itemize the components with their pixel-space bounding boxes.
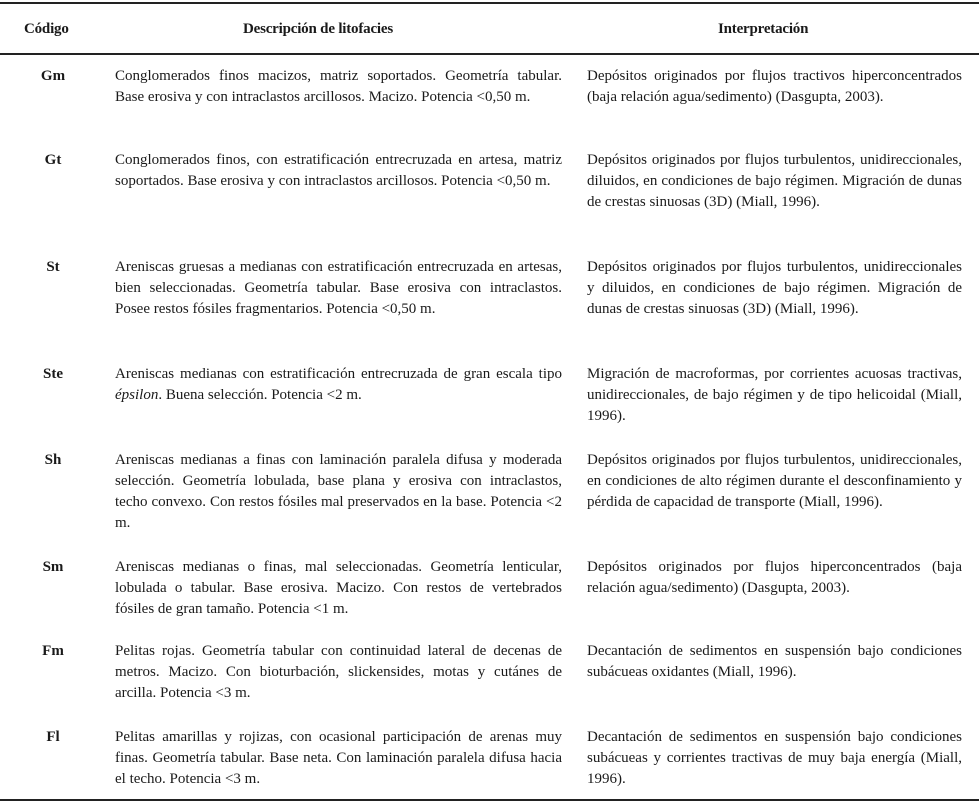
header-code: Código	[24, 21, 69, 37]
header-interpretation: Interpretación	[718, 21, 809, 37]
row-interpretation: Depósitos originados por flujos tractivos hiperconcentrados (baja relación agua/sedimento) (Dasgupta, 2003).	[587, 68, 962, 105]
row-code: Fm	[42, 643, 64, 659]
header-bottom-rule	[0, 53, 979, 55]
row-interpretation: Migración de macroformas, por corrientes acuosas tractivas, unidireccionales, de bajo régimen y de tipo helicoidal (Miall, 1996).	[587, 366, 962, 424]
description-text: Areniscas medianas con estratificación entrecruzada de gran escala tipo	[115, 366, 562, 382]
row-code: Gm	[40, 68, 66, 84]
table-bottom-rule	[0, 799, 979, 801]
row-description: Pelitas rojas. Geometría tabular con continuidad lateral de decenas de metros. Macizo. Con bioturbación, slickensides, motas y cutánes de arcilla. Potencia <3 m.	[115, 643, 562, 701]
row-interpretation: Depósitos originados por flujos hiperconcentrados (baja relación agua/sedimento) (Dasgupta, 2003).	[587, 559, 962, 596]
row-interpretation: Depósitos originados por flujos turbulentos, unidireccionales, en condiciones de alto régimen durante el desconfinamiento y pérdida de capacidad de transporte (Miall, 1996).	[587, 452, 962, 510]
row-code: Fl	[46, 729, 60, 745]
row-interpretation: Decantación de sedimentos en suspensión bajo condiciones subácueas y corrientes tractivas de muy baja energía (Miall, 1996).	[587, 729, 962, 787]
row-description	[115, 364, 562, 406]
row-code: Ste	[43, 366, 63, 382]
row-description: Areniscas gruesas a medianas con estratificación entrecruzada en artesas, bien seleccionadas. Geometría tabular. Base erosiva con intraclastos. Posee restos fósiles fragmentarios. Potencia <0,50 m.	[115, 259, 562, 317]
row-code: St	[46, 259, 60, 275]
row-code: Sm	[42, 559, 64, 575]
row-interpretation: Depósitos originados por flujos turbulentos, unidireccionales y diluidos, en condiciones de bajo régimen. Migración de dunas de crestas sinuosas (3D) (Miall, 1996).	[587, 259, 962, 317]
row-description: Conglomerados finos, con estratificación entrecruzada en artesa, matriz soportados. Base erosiva y con intraclastos arcillosos. Potencia <0,50 m.	[115, 152, 562, 189]
header-description: Descripción de litofacies	[243, 21, 393, 37]
row-interpretation: Decantación de sedimentos en suspensión bajo condiciones subácueas oxidantes (Miall, 1996).	[587, 643, 962, 680]
description-italic-term: épsilon	[115, 387, 159, 403]
table-top-rule	[0, 2, 979, 4]
row-description: Areniscas medianas a finas con laminación paralela difusa y moderada selección. Geometría lobulada, base plana y erosiva con intraclastos, techo convexo. Con restos fósiles mal preservados en la base. Potencia <2 m.	[115, 452, 562, 531]
row-code: Sh	[44, 452, 62, 468]
row-code: Gt	[44, 152, 62, 168]
row-interpretation: Depósitos originados por flujos turbulentos, unidireccionales, diluidos, en condiciones de bajo régimen. Migración de dunas de crestas sinuosas (3D) (Miall, 1996).	[587, 152, 962, 210]
row-description: Conglomerados finos macizos, matriz soportados. Geometría tabular. Base erosiva y con intraclastos arcillosos. Macizo. Potencia <0,50 m.	[115, 68, 562, 105]
row-description: Areniscas medianas o finas, mal seleccionadas. Geometría lenticular, lobulada o tabular. Base erosiva. Macizo. Con restos de vertebrados fósiles de gran tamaño. Potencia <1 m.	[115, 559, 562, 617]
row-description: Pelitas amarillas y rojizas, con ocasional participación de arenas muy finas. Geometría tabular. Base neta. Con laminación paralela difusa hacia el techo. Potencia <3 m.	[115, 729, 562, 787]
description-text: . Buena selección. Potencia <2 m.	[158, 387, 362, 403]
